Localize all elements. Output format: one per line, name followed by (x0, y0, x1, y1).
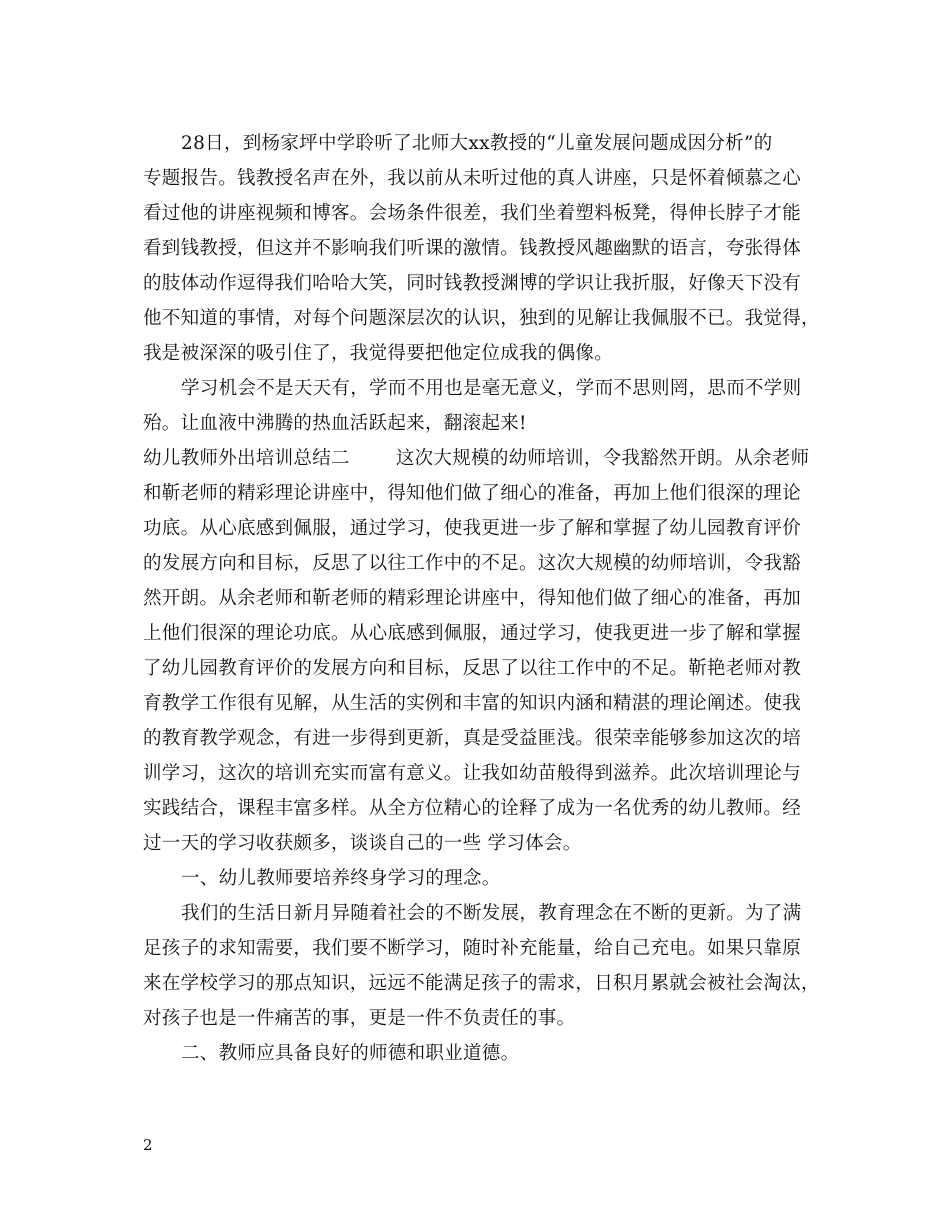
text-line: 看到钱教授，但这并不影响我们听课的激情。钱教授风趣幽默的语言，夸张得体 (143, 238, 802, 259)
text-line: 学习机会不是天天有，学而不用也是毫无意义，学而不思则罔，思而不学则 (181, 378, 802, 399)
text-line: 的肢体动作逗得我们哈哈大笑，同时钱教授渊博的学识让我折服，好像天下没有 (143, 273, 802, 294)
text-line: 和靳老师的精彩理论讲座中，得知他们做了细心的准备，再加上他们很深的理论 (143, 483, 802, 504)
text-line: 训学习，这次的培训充实而富有意义。让我如幼苗般得到滋养。此次培训理论与 (143, 763, 802, 784)
page-number: 2 (143, 1136, 153, 1154)
text-line: 育教学工作很有见解，从生活的实例和丰富的知识内涵和精湛的理论阐述。使我 (143, 693, 802, 714)
text-line-continuation: 这次大规模的幼师培训，令我豁然开朗。从余老师 (395, 448, 810, 469)
list-heading: 一、幼儿教师要培养终身学习的理念。 (181, 868, 501, 889)
text-line: 我们的生活日新月异随着社会的不断发展，教育理念在不断的更新。为了满 (181, 903, 802, 924)
section-heading-line (143, 441, 813, 476)
section-heading: 幼儿教师外出培训总结二 (143, 448, 350, 469)
text-line: 的教育教学观念，有进一步得到更新，真是受益匪浅。很荣幸能够参加这次的培 (143, 728, 802, 749)
text-line: 足孩子的求知需要，我们要不断学习，随时补充能量，给自己充电。如果只靠原 (143, 938, 802, 959)
text-line: 他不知道的事情，对每个问题深层次的认识，独到的见解让我佩服不已。我觉得， (143, 308, 820, 329)
text-line: 对孩子也是一件痛苦的事，更是一件不负责任的事。 (143, 1008, 576, 1029)
text-line: 实践结合，课程丰富多样。从全方位精心的诠释了成为一名优秀的幼儿教师。经 (143, 798, 802, 819)
text-line: 然开朗。从余老师和靳老师的精彩理论讲座中，得知他们做了细心的准备，再加 (143, 588, 802, 609)
text-line: 上他们很深的理论功底。从心底感到佩服，通过学习，使我更进一步了解和掌握 (143, 623, 802, 644)
text-line: 殆。让血液中沸腾的热血活跃起来，翻滚起来! (143, 413, 527, 434)
text-line: 我是被深深的吸引住了，我觉得要把他定位成我的偶像。 (143, 343, 614, 364)
text-line: 过一天的学习收获颇多，谈谈自己的一些 学习体会。 (143, 833, 582, 854)
list-heading: 二、教师应具备良好的师德和职业道德。 (181, 1043, 520, 1064)
text-line: 来在学校学习的那点知识，远远不能满足孩子的需求，日积月累就会被社会淘汰， (143, 973, 820, 994)
text-line: 看过他的讲座视频和博客。会场条件很差，我们坐着塑料板凳，得伸长脖子才能 (143, 203, 802, 224)
body-text (143, 126, 820, 1071)
text-line: 的发展方向和目标，反思了以往工作中的不足。这次大规模的幼师培训，令我豁 (143, 553, 802, 574)
text-line: 了幼儿园教育评价的发展方向和目标，反思了以往工作中的不足。靳艳老师对教 (143, 658, 802, 679)
text-line: 专题报告。钱教授名声在外，我以前从未听过他的真人讲座，只是怀着倾慕之心 (143, 168, 802, 189)
text-line: 功底。从心底感到佩服，通过学习，使我更进一步了解和掌握了幼儿园教育评价 (143, 518, 802, 539)
text-line: 28日，到杨家坪中学聆听了北师大xx教授的“儿童发展问题成因分析”的 (181, 133, 773, 154)
